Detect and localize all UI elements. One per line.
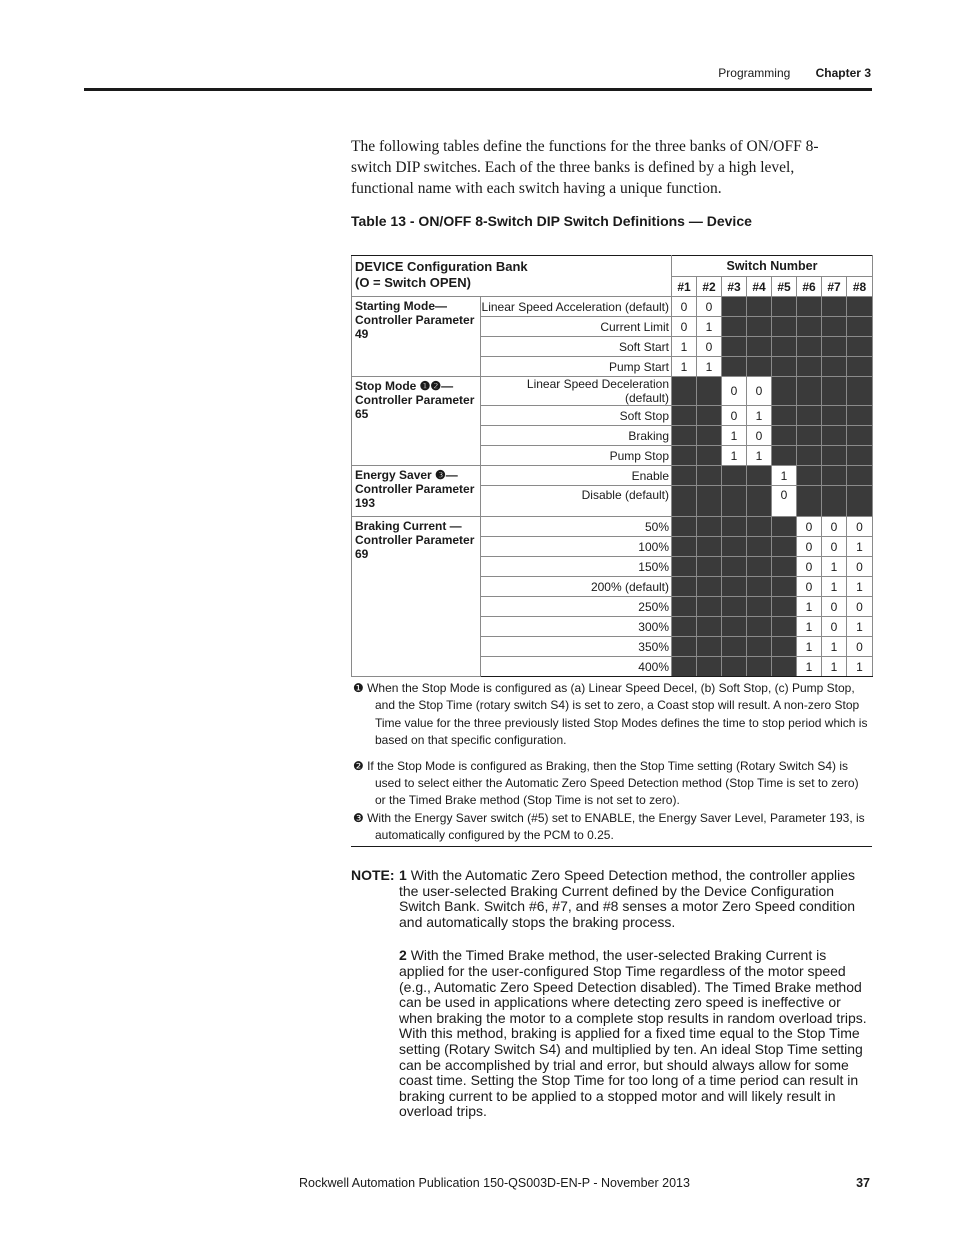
shaded-cell xyxy=(697,377,722,406)
switch-value: 0 xyxy=(747,377,772,406)
table-row xyxy=(352,466,873,486)
shaded-cell xyxy=(822,406,847,426)
page-header xyxy=(718,66,871,80)
shaded-cell xyxy=(747,297,772,317)
switch-value: 1 xyxy=(672,357,697,377)
switch-value: 0 xyxy=(697,297,722,317)
shaded-cell xyxy=(797,466,822,486)
switch-value: 1 xyxy=(747,406,772,426)
shaded-cell xyxy=(722,297,747,317)
shaded-cell xyxy=(772,657,797,677)
shaded-cell xyxy=(697,517,722,537)
switch-value: 1 xyxy=(722,446,747,466)
shaded-cell xyxy=(747,337,772,357)
switch-value: 0 xyxy=(797,517,822,537)
shaded-cell xyxy=(672,617,697,637)
note-item-2 xyxy=(399,948,872,1120)
shaded-cell xyxy=(772,557,797,577)
intro-paragraph: The following tables define the functions for the three banks of ON/OFF 8-switch DIP switches. Each of the three banks is defined by a high level, functional name with each switch having a unique function. xyxy=(351,138,819,197)
shaded-cell xyxy=(747,357,772,377)
option-label: Soft Stop xyxy=(481,406,672,426)
shaded-cell xyxy=(697,637,722,657)
shaded-cell xyxy=(822,337,847,357)
shaded-cell xyxy=(697,406,722,426)
table-row xyxy=(352,297,873,317)
option-label: 200% (default) xyxy=(481,577,672,597)
switch-value: 1 xyxy=(847,577,873,597)
note-item-number: 1 xyxy=(399,867,407,883)
switch-value: 0 xyxy=(822,597,847,617)
switch-header-6: #6 xyxy=(797,277,822,297)
switch-header-4: #4 xyxy=(747,277,772,297)
shaded-cell xyxy=(847,297,873,317)
switch-value: 0 xyxy=(722,377,747,406)
switch-value: 1 xyxy=(797,597,822,617)
shaded-cell xyxy=(722,657,747,677)
shaded-cell xyxy=(747,557,772,577)
shaded-cell xyxy=(772,357,797,377)
switch-value: 1 xyxy=(822,637,847,657)
shaded-cell xyxy=(697,597,722,617)
switch-value: 0 xyxy=(797,577,822,597)
option-label: Linear Speed Acceleration (default) xyxy=(481,297,672,317)
shaded-cell xyxy=(772,446,797,466)
parameter-label: Braking Current — Controller Parameter 69 xyxy=(352,517,481,677)
shaded-cell xyxy=(697,426,722,446)
option-label: 150% xyxy=(481,557,672,577)
switch-value: 0 xyxy=(797,557,822,577)
shaded-cell xyxy=(772,377,797,406)
option-label: Pump Start xyxy=(481,357,672,377)
shaded-cell xyxy=(797,357,822,377)
switch-value: 1 xyxy=(847,657,873,677)
shaded-cell xyxy=(722,317,747,337)
shaded-cell xyxy=(847,446,873,466)
option-label: Soft Start xyxy=(481,337,672,357)
note-label: NOTE: xyxy=(351,867,395,883)
shaded-cell xyxy=(822,357,847,377)
shaded-cell xyxy=(747,577,772,597)
shaded-cell xyxy=(722,357,747,377)
shaded-cell xyxy=(722,617,747,637)
parameter-label: Starting Mode— Controller Parameter 49 xyxy=(352,297,481,377)
shaded-cell xyxy=(847,406,873,426)
shaded-cell xyxy=(697,657,722,677)
shaded-cell xyxy=(747,466,772,486)
parameter-label: Energy Saver ❸— Controller Parameter 193 xyxy=(352,466,481,517)
switch-header-5: #5 xyxy=(772,277,797,297)
shaded-cell xyxy=(797,337,822,357)
bank-title xyxy=(352,256,672,297)
shaded-cell xyxy=(847,317,873,337)
page-number: 37 xyxy=(856,1176,870,1190)
switch-value: 0 xyxy=(697,337,722,357)
shaded-cell xyxy=(772,406,797,426)
shaded-cell xyxy=(847,377,873,406)
bank-title-line1: DEVICE Configuration Bank xyxy=(355,259,528,274)
switch-header-8: #8 xyxy=(847,277,873,297)
shaded-cell xyxy=(822,486,847,517)
shaded-cell xyxy=(822,297,847,317)
switch-value: 0 xyxy=(822,617,847,637)
shaded-cell xyxy=(747,597,772,617)
option-label: 50% xyxy=(481,517,672,537)
switch-value: 1 xyxy=(822,657,847,677)
shaded-cell xyxy=(772,317,797,337)
option-label: Pump Stop xyxy=(481,446,672,466)
header-rule xyxy=(84,88,872,91)
switch-value: 1 xyxy=(797,637,822,657)
note-item-text: With the Timed Brake method, the user-selected Braking Current is applied for the user-configured Stop Time regardless of the motor speed (e.g., Automatic Zero Speed Detection disabled). The Timed Brake method can be used in applications where detecting zero speed is ineffective or when braking the motor to a complete stop results in random overload trips. With this method, braking is applied for a fixed time equal to the Stop Time setting (Rotary Switch S4) and multiplied by ten. An ideal Stop Time setting can be accomplished by trial and error, but should always allow for some coast time. Setting the Stop Time for too long of a time period can result in braking current to be applied to a stopped motor and will likely result in overload trips. xyxy=(399,947,867,1120)
footnote-rule xyxy=(351,846,872,847)
table-body xyxy=(352,297,873,677)
chapter-label: Chapter 3 xyxy=(815,66,871,80)
shaded-cell xyxy=(772,517,797,537)
shaded-cell xyxy=(672,637,697,657)
shaded-cell xyxy=(672,597,697,617)
shaded-cell xyxy=(722,466,747,486)
switch-header-1: #1 xyxy=(672,277,697,297)
shaded-cell xyxy=(747,517,772,537)
switch-value: 1 xyxy=(722,426,747,446)
shaded-cell xyxy=(722,337,747,357)
shaded-cell xyxy=(772,597,797,617)
option-label: 300% xyxy=(481,617,672,637)
shaded-cell xyxy=(822,446,847,466)
switch-value: 0 xyxy=(672,317,697,337)
switch-value: 0 xyxy=(847,557,873,577)
shaded-cell xyxy=(772,337,797,357)
shaded-cell xyxy=(772,426,797,446)
shaded-cell xyxy=(672,446,697,466)
switch-value: 1 xyxy=(772,466,797,486)
switch-value: 0 xyxy=(822,517,847,537)
footnotes xyxy=(353,680,868,853)
note-item-text: With the Automatic Zero Speed Detection method, the controller applies the user-selected Braking Current defined by the Device Configuration Switch Bank. Switch #6, #7, and #8 senses a motor Zero Speed condition and automatically stops the braking process. xyxy=(399,867,856,930)
shaded-cell xyxy=(697,617,722,637)
shaded-cell xyxy=(672,406,697,426)
dip-switch-table xyxy=(351,255,873,677)
shaded-cell xyxy=(747,486,772,517)
shaded-cell xyxy=(772,577,797,597)
shaded-cell xyxy=(697,486,722,517)
shaded-cell xyxy=(822,377,847,406)
shaded-cell xyxy=(697,466,722,486)
shaded-cell xyxy=(847,337,873,357)
switch-value: 1 xyxy=(697,317,722,337)
shaded-cell xyxy=(797,446,822,466)
shaded-cell xyxy=(772,537,797,557)
shaded-cell xyxy=(672,486,697,517)
shaded-cell xyxy=(672,466,697,486)
switch-value: 1 xyxy=(747,446,772,466)
shaded-cell xyxy=(672,657,697,677)
shaded-cell xyxy=(722,637,747,657)
switch-header-3: #3 xyxy=(722,277,747,297)
option-label: 100% xyxy=(481,537,672,557)
shaded-cell xyxy=(822,426,847,446)
switch-value: 0 xyxy=(772,486,797,517)
shaded-cell xyxy=(772,637,797,657)
footnote-3: ❸ With the Energy Saver switch (#5) set to ENABLE, the Energy Saver Level, Parameter 193, is automatically configured by the PCM to 0.25. xyxy=(353,810,865,843)
switch-value: 0 xyxy=(847,637,873,657)
shaded-cell xyxy=(747,317,772,337)
note-block xyxy=(351,868,872,1138)
table-title: Table 13 - ON/OFF 8-Switch DIP Switch Definitions — Device xyxy=(351,213,752,229)
shaded-cell xyxy=(747,657,772,677)
option-label: Enable xyxy=(481,466,672,486)
shaded-cell xyxy=(697,446,722,466)
switch-value: 1 xyxy=(697,357,722,377)
switch-value: 1 xyxy=(822,557,847,577)
shaded-cell xyxy=(722,577,747,597)
shaded-cell xyxy=(697,577,722,597)
shaded-cell xyxy=(722,557,747,577)
shaded-cell xyxy=(797,317,822,337)
shaded-cell xyxy=(847,466,873,486)
shaded-cell xyxy=(797,406,822,426)
footnote-1: ❶ When the Stop Mode is configured as (a) Linear Speed Decel, (b) Soft Stop, (c) Pump Stop, and the Stop Time (rotary switch S4) is set to zero, a Coast stop will result. A non-zero Stop Time value for the three previously listed Stop Modes defines the time to stop period which is based on that specific configuration. xyxy=(353,681,868,748)
switch-value: 1 xyxy=(822,577,847,597)
shaded-cell xyxy=(722,486,747,517)
switch-value: 1 xyxy=(797,617,822,637)
switch-value: 0 xyxy=(722,406,747,426)
option-label: Linear Speed Deceleration (default) xyxy=(481,377,672,406)
shaded-cell xyxy=(847,357,873,377)
shaded-cell xyxy=(672,426,697,446)
switch-value: 1 xyxy=(847,537,873,557)
option-label: Disable (default) xyxy=(481,486,672,517)
option-label: 350% xyxy=(481,637,672,657)
switch-number-header: Switch Number xyxy=(672,256,873,277)
option-label: 400% xyxy=(481,657,672,677)
section-title: Programming xyxy=(718,66,791,80)
shaded-cell xyxy=(697,537,722,557)
switch-value: 1 xyxy=(797,657,822,677)
shaded-cell xyxy=(697,557,722,577)
table-row xyxy=(352,517,873,537)
bank-title-line2: (O = Switch OPEN) xyxy=(355,275,471,290)
shaded-cell xyxy=(747,637,772,657)
shaded-cell xyxy=(722,517,747,537)
shaded-cell xyxy=(822,317,847,337)
switch-value: 0 xyxy=(672,297,697,317)
switch-header-2: #2 xyxy=(697,277,722,297)
switch-value: 1 xyxy=(672,337,697,357)
note-item-number: 2 xyxy=(399,947,407,964)
shaded-cell xyxy=(797,426,822,446)
shaded-cell xyxy=(797,486,822,517)
footer-publication: Rockwell Automation Publication 150-QS003D-EN-P - November 2013 xyxy=(299,1176,690,1190)
note-body xyxy=(399,868,872,1120)
shaded-cell xyxy=(672,517,697,537)
shaded-cell xyxy=(772,297,797,317)
shaded-cell xyxy=(747,537,772,557)
shaded-cell xyxy=(672,537,697,557)
shaded-cell xyxy=(797,297,822,317)
shaded-cell xyxy=(847,426,873,446)
shaded-cell xyxy=(722,537,747,557)
shaded-cell xyxy=(747,617,772,637)
shaded-cell xyxy=(822,466,847,486)
switch-value: 0 xyxy=(797,537,822,557)
shaded-cell xyxy=(847,486,873,517)
table-row xyxy=(352,377,873,406)
option-label: Braking xyxy=(481,426,672,446)
shaded-cell xyxy=(672,377,697,406)
shaded-cell xyxy=(722,597,747,617)
parameter-label: Stop Mode ❶❷— Controller Parameter 65 xyxy=(352,377,481,466)
switch-header-7: #7 xyxy=(822,277,847,297)
shaded-cell xyxy=(797,377,822,406)
footnote-2: ❷ If the Stop Mode is configured as Braking, then the Stop Time setting (Rotary Switch S4) is used to select either the Automatic Zero Speed Detection method (Stop Time is set to zero) or the Timed Brake method (Stop Time is not set to zero). xyxy=(353,758,859,808)
option-label: Current Limit xyxy=(481,317,672,337)
switch-value: 0 xyxy=(747,426,772,446)
switch-value: 0 xyxy=(822,537,847,557)
switch-value: 1 xyxy=(847,617,873,637)
option-label: 250% xyxy=(481,597,672,617)
switch-value: 0 xyxy=(847,517,873,537)
switch-value: 0 xyxy=(847,597,873,617)
shaded-cell xyxy=(672,577,697,597)
shaded-cell xyxy=(772,617,797,637)
shaded-cell xyxy=(672,557,697,577)
note-item-1 xyxy=(399,868,872,930)
